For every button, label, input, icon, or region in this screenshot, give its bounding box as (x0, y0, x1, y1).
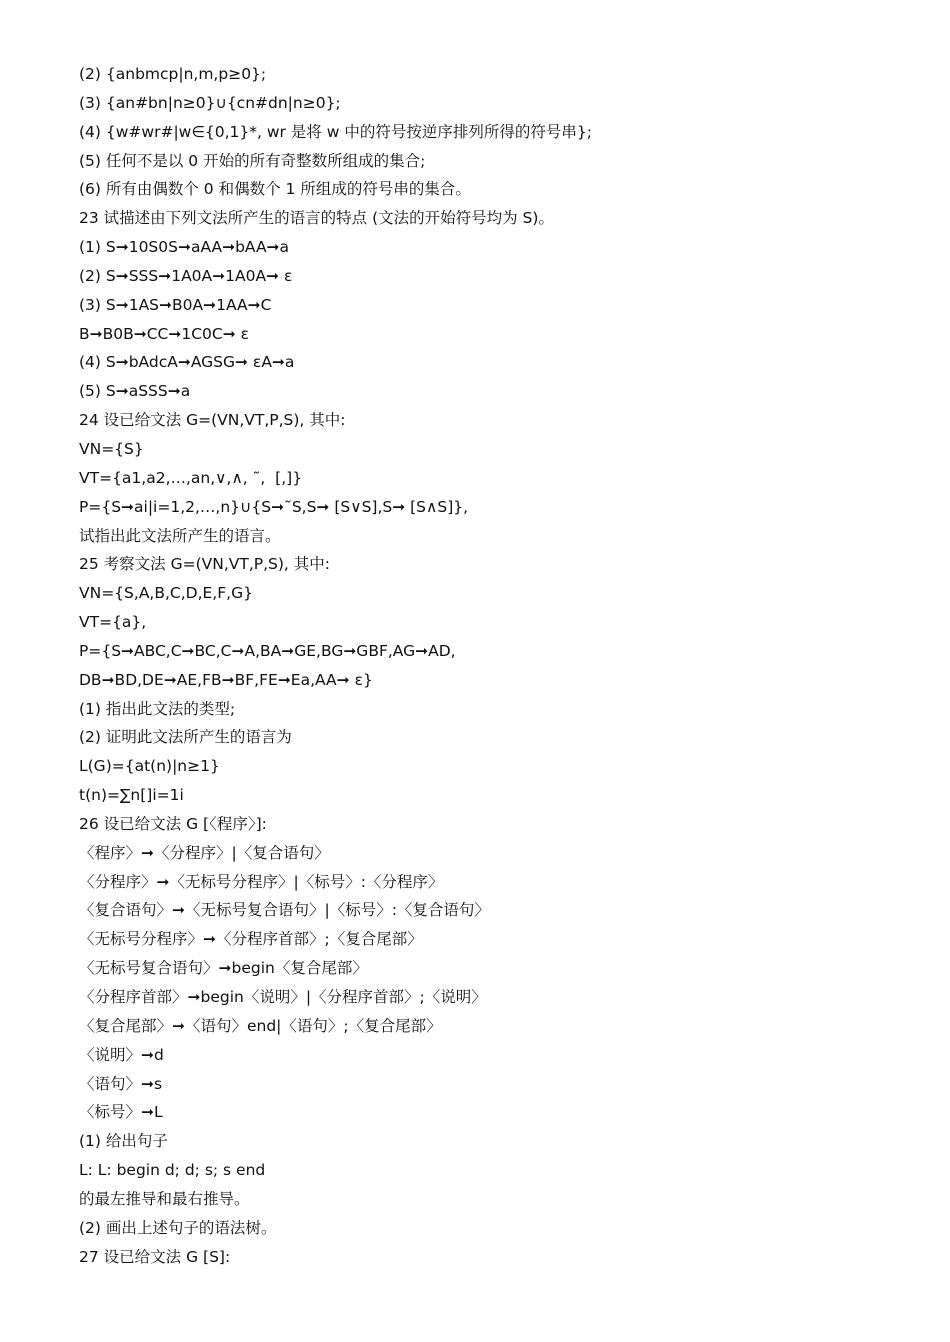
text-line: L: L: begin d; d; s; s end (79, 1161, 266, 1180)
text-line: 〈说明〉➞d (79, 1045, 164, 1064)
text-line: 〈分程序首部〉➞begin〈说明〉|〈分程序首部〉;〈说明〉 (79, 988, 487, 1006)
text-line: (5) 任何不是以 0 开始的所有奇整数所组成的集合; (79, 151, 426, 170)
text-line: 〈程序〉➞〈分程序〉|〈复合语句〉 (79, 843, 330, 862)
text-line: L(G)={at(n)|n≥1} (79, 757, 220, 776)
text-line: 〈复合尾部〉➞〈语句〉end|〈语句〉;〈复合尾部〉 (79, 1016, 442, 1035)
question-heading: 25 考察文法 G=(VN,VT,P,S), 其中: (79, 555, 330, 574)
text-line: 〈复合语句〉➞〈无标号复合语句〉|〈标号〉:〈复合语句〉 (79, 901, 490, 920)
text-line: (6) 所有由偶数个 0 和偶数个 1 所组成的符号串的集合。 (79, 180, 471, 199)
text-line: (2) {anbmcp|n,m,p≥0}; (79, 65, 267, 83)
text-line: 试指出此文法所产生的语言。 (79, 526, 281, 545)
text-line: (1) 给出句子 (79, 1132, 168, 1151)
question-heading: 27 设已给文法 G [S]: (79, 1247, 231, 1266)
text-line: DB➞BD,DE➞AE,FB➞BF,FE➞Ea,AA➞ ε} (79, 670, 373, 689)
text-line: P={S➞ABC,C➞BC,C➞A,BA➞GE,BG➞GBF,AG➞AD, (79, 641, 456, 660)
document-body (79, 60, 909, 1271)
text-line: VN={S} (79, 439, 144, 458)
text-line: 〈分程序〉➞〈无标号分程序〉|〈标号〉:〈分程序〉 (79, 872, 444, 891)
question-heading: 26 设已给文法 G [〈程序〉]: (79, 814, 267, 833)
text-line: (1) 指出此文法的类型; (79, 699, 236, 718)
question-heading: 24 设已给文法 G=(VN,VT,P,S), 其中: (79, 411, 346, 430)
text-line: (2) 画出上述句子的语法树。 (79, 1218, 277, 1237)
text-line: VT={a1,a2,…,an,∨,∧, ˜, [,]} (79, 468, 303, 487)
text-line: VT={a}, (79, 613, 147, 632)
text-line: t(n)=∑n[]i=1i (79, 786, 184, 805)
text-line: (3) S➞1AS➞B0A➞1AA➞C (79, 295, 272, 314)
text-line: (5) S➞aSSS➞a (79, 382, 191, 401)
text-line: (1) S➞10S0S➞aAA➞bAA➞a (79, 238, 290, 257)
text-line: VN={S,A,B,C,D,E,F,G} (79, 584, 253, 603)
text-line: (3) {an#bn|n≥0}∪{cn#dn|n≥0}; (79, 93, 341, 112)
text-line: P={S➞ai|i=1,2,…,n}∪{S➞˜S,S➞ [S∨S],S➞ [S∧S]}, (79, 497, 469, 516)
text-line: 〈无标号分程序〉➞〈分程序首部〉;〈复合尾部〉 (79, 930, 423, 949)
text-line: (2) S➞SSS➞1A0A➞1A0A➞ ε (79, 266, 293, 285)
text-line: 的最左推导和最右推导。 (79, 1189, 250, 1208)
text-line: 〈标号〉➞L (79, 1103, 163, 1122)
text-line: (4) {w#wr#|w∈{0,1}*, wr 是将 w 中的符号按逆序排列所得的符号串}; (79, 122, 592, 141)
text-line: 〈语句〉➞s (79, 1074, 163, 1093)
text-line: 〈无标号复合语句〉➞begin〈复合尾部〉 (79, 959, 368, 978)
text-line: (4) S➞bAdcA➞AGSG➞ εA➞a (79, 353, 295, 372)
text-line: B➞B0B➞CC➞1C0C➞ ε (79, 324, 250, 343)
question-heading: 23 试描述由下列文法所产生的语言的特点 (文法的开始符号均为 S)。 (79, 209, 554, 228)
text-line: (2) 证明此文法所产生的语言为 (79, 728, 292, 747)
